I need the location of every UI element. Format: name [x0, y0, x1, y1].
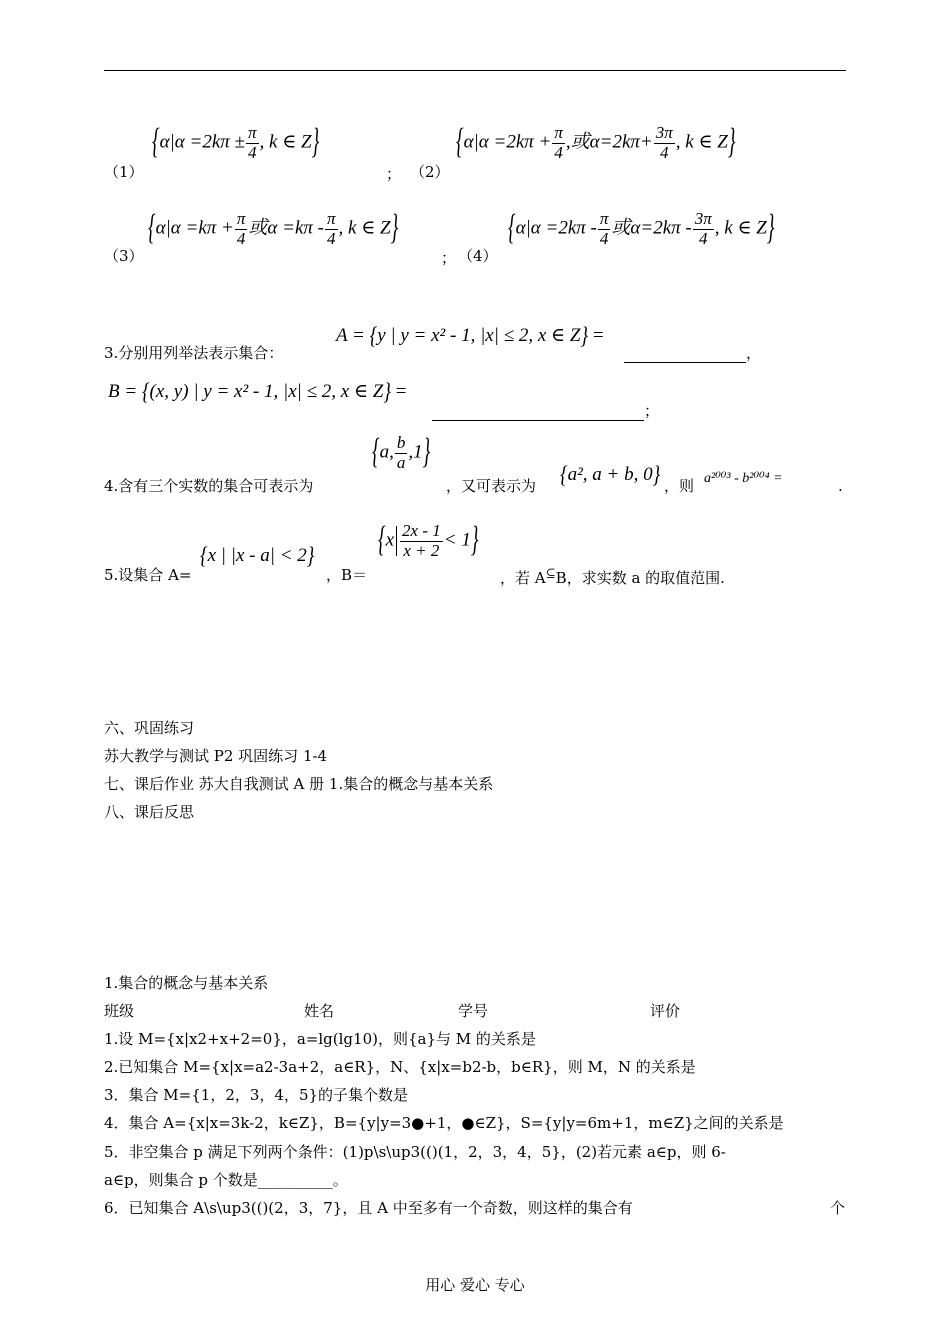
quiz-line-5: 5．非空集合 p 满足下列两个条件：(1)p\s\up3(()(1，2，3，4，5}，(2)若元素 a∈p，则 6- [104, 1143, 726, 1161]
quiz-line-3: 3．集合 M={1，2，3，4，5}的子集个数是 [104, 1086, 409, 1104]
section-7: 七、课后作业 苏大自我测试 A 册 1.集合的概念与基本关系 [104, 775, 494, 793]
option-1-label: （1） [104, 163, 144, 181]
header-rule [104, 70, 846, 71]
q3-blank-b[interactable]: ； [432, 402, 659, 421]
option-3-set: {α|α =kπ + $\frac{\pi}{4}$ 或α =kπ - $\frac{\pi}{4}$ , k ∈ Z} [148, 208, 399, 249]
field-id: 学号 [458, 1002, 489, 1020]
q3-set-a: A = {y | y = x² - 1, |x| ≤ 2, x ∈ Z} = [336, 322, 604, 350]
quiz-line-7: 6．已知集合 A\s\up3(()(2，3，7}，且 A 中至多有一个奇数，则这样的集合有 [104, 1199, 633, 1217]
q4-text-a: 4.含有三个实数的集合可表示为 [104, 477, 314, 495]
quiz-line-2: 2.已知集合 M={x|x=a2-3a+2，a∈R}，N、{x|x=b2-b，b∈R}，则 M，N 的关系是 [104, 1058, 696, 1076]
section-6: 六、巩固练习 [104, 719, 195, 737]
quiz-line-7-unit: 个 [830, 1199, 846, 1217]
separator: ； [441, 249, 457, 267]
field-rating: 评价 [650, 1002, 681, 1020]
q5-set-a: {x | |x - a| < 2} [200, 542, 315, 570]
option-4-label: （4） [458, 247, 498, 265]
q3-text: 3.分别用列举法表示集合： [104, 344, 284, 362]
quiz-line-1: 1.设 M={x|x2+x+2=0}，a=lg(lg10)，则{a}与 M 的关系是 [104, 1030, 536, 1048]
q5-set-b: {x $\frac{2x - 1}{x + 2}$ < 1} [378, 520, 479, 561]
option-1-set: {α|α =2kπ ± $\frac{\pi}{4}$ , k ∈ Z} [152, 122, 320, 163]
q3-blank-a[interactable]: ， [624, 344, 761, 363]
q3-set-b: B = {(x, y) | y = x² - 1, |x| ≤ 2, x ∈ Z} = [108, 378, 407, 406]
option-4-set: {α|α =2kπ - $\frac{\pi}{4}$ 或α=2kπ - $\frac{3\pi}{4}$ , k ∈ Z} [508, 208, 775, 249]
q5-text-a: 5.设集合 A= [104, 566, 192, 584]
option-2-label: （2） [410, 163, 450, 181]
section-6-ref: 苏大教学与测试 P2 巩固练习 1-4 [104, 747, 328, 765]
section-8: 八、课后反思 [104, 803, 195, 821]
q4-expression: a²⁰⁰³ - b²⁰⁰⁴ = [704, 471, 783, 486]
field-class: 班级 [104, 1002, 135, 1020]
q4-end: . [838, 477, 843, 495]
field-name: 姓名 [304, 1002, 335, 1020]
q5-text-c: ，若 A⊆B，求实数 a 的取值范围. [500, 566, 725, 587]
quiz-line-6: a∈p，则集合 p 个数是__________。 [104, 1171, 348, 1189]
q4-text-c: ，则 [664, 477, 695, 495]
quiz-title: 1.集合的概念与基本关系 [104, 974, 269, 992]
option-2-set: {α|α =2kπ + $\frac{\pi}{4}$ ,或α=2kπ+ $\frac{3\pi}{4}$ , k ∈ Z} [456, 122, 736, 163]
page-footer: 用心 爱心 专心 [425, 1276, 525, 1294]
option-3-label: （3） [104, 247, 144, 265]
q4-set-2: {a², a + b, 0} [560, 461, 661, 489]
q4-text-b: ，又可表示为 [446, 477, 537, 495]
q4-set-1: {a, $\frac{b}{a}$ ,1} [372, 432, 431, 473]
quiz-line-4: 4．集合 A={x|x=3k-2，k∈Z}，B={y|y=3●+1，●∈Z}，S={y|y=6m+1，m∈Z}之间的关系是 [104, 1114, 784, 1132]
separator: ； [386, 165, 402, 183]
q5-text-b: ，B＝ [326, 566, 368, 584]
